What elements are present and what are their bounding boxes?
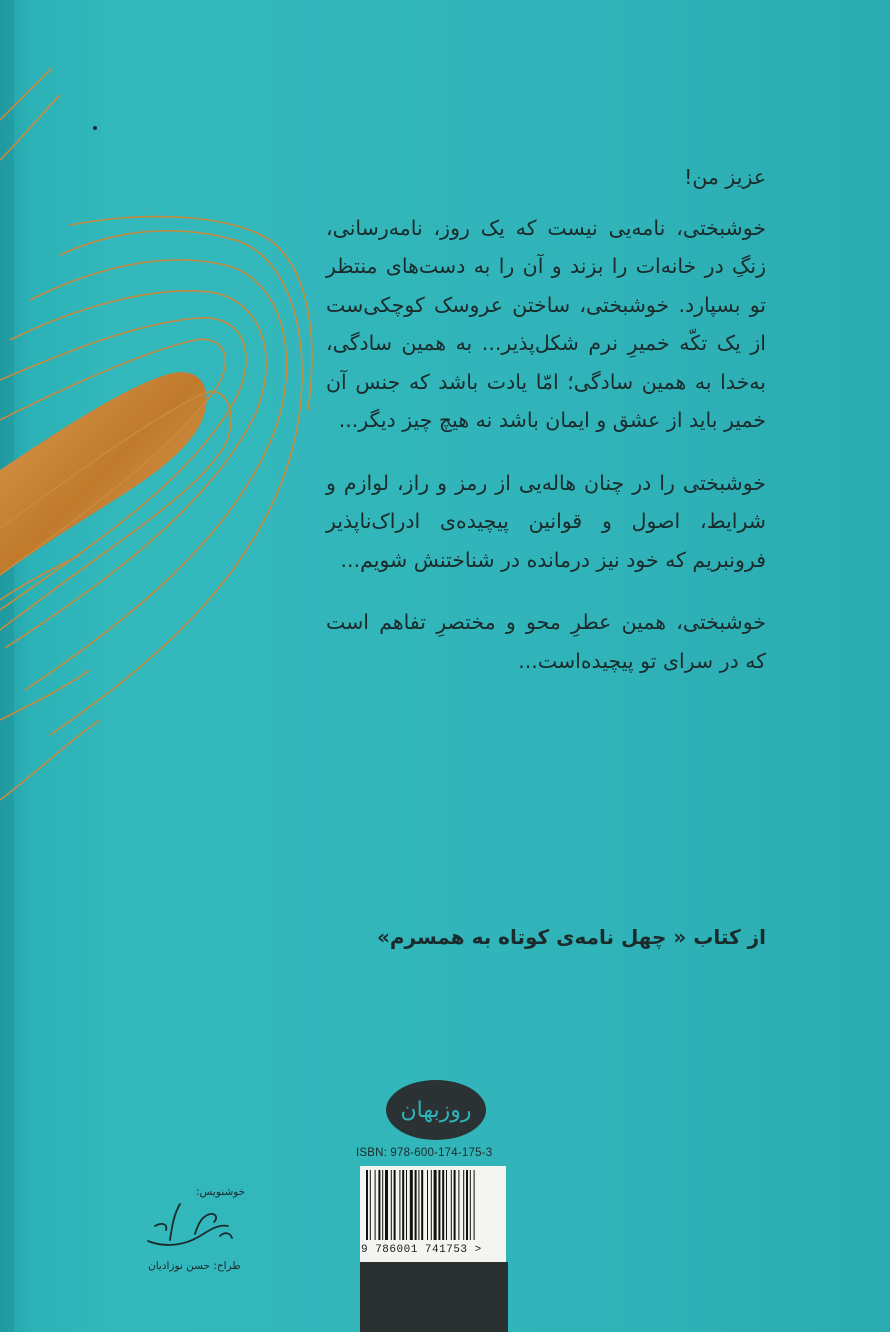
barcode-bar <box>454 1170 456 1240</box>
barcode-bar <box>418 1170 419 1240</box>
barcode-bar <box>427 1170 428 1240</box>
barcode-bar <box>410 1170 413 1240</box>
letter-paragraph-3: خوشبختی، همین عطرِ محو و مختصرِ تفاهم است که در سرای تو پیچیده‌است... <box>326 610 766 673</box>
barcode-bar <box>375 1170 376 1240</box>
publisher-logo-text: روزبهان <box>400 1097 472 1123</box>
barcode-bar <box>438 1170 440 1240</box>
barcode-bar <box>446 1170 447 1240</box>
barcode-bar <box>402 1170 404 1240</box>
barcode-bar <box>442 1170 444 1240</box>
barcode-bar <box>370 1170 371 1240</box>
letter-greeting: عزیز من! <box>684 165 766 189</box>
barcode-bar <box>463 1170 464 1240</box>
barcode-bar <box>399 1170 400 1240</box>
barcode-bar <box>382 1170 383 1240</box>
barcode-bar <box>474 1170 475 1240</box>
letter-text-block <box>326 158 766 704</box>
calligrapher-signature-icon <box>140 1196 240 1256</box>
barcode-bar <box>451 1170 452 1240</box>
barcode-bar <box>431 1170 432 1240</box>
contour-line <box>0 720 100 800</box>
isbn-label: ISBN: 978-600-174-175-3 <box>356 1147 493 1159</box>
barcode-bar <box>378 1170 380 1240</box>
barcode-bar <box>366 1170 368 1240</box>
barcode-bar <box>458 1170 459 1240</box>
barcode-bar <box>434 1170 437 1240</box>
barcode-bar <box>385 1170 388 1240</box>
barcode-bar <box>391 1170 392 1240</box>
letter-paragraph-1: خوشبختی، نامه‌یی نیست که یک روز، نامه‌رسانی، زنگِ در خانه‌ات را بزند و آن را به دست‌های منتظر تو بسپارد. خوشبختی، ساختن عروسک کوچکی‌ست از یک تکّه خمیرِ نرم شکل‌پذیر... به همین سادگی، به‌خدا به همین سادگی؛ امّا یادت باشد که جنس آن خمیر باید از عشق و ایمان باشد نه هیچ چیز دیگر... <box>326 215 766 432</box>
publisher-logo <box>386 1080 486 1140</box>
calligrapher-label: خوشنویس: <box>196 1186 246 1198</box>
barcode-digits: 9 786001 741753 > <box>361 1244 482 1256</box>
barcode-bar <box>470 1170 471 1240</box>
letter-paragraph-2: خوشبختی را در چنان هاله‌یی از رمز و راز، لوازم و شرایط، اصول و قوانین پیچیده‌ی ادراک‌ناپذیر فرونبریم که خود نیز درمانده در شناختنش شویم... <box>326 470 766 572</box>
barcode-bar <box>394 1170 396 1240</box>
barcode-bar <box>421 1170 423 1240</box>
barcode-bar <box>466 1170 468 1240</box>
dark-strip <box>360 1262 508 1332</box>
barcode-bar <box>406 1170 407 1240</box>
gold-blob-shape <box>0 372 207 575</box>
designer-credit: طراح: حسن نوزادیان <box>148 1260 241 1272</box>
barcode-icon <box>360 1166 506 1244</box>
barcode-bar <box>415 1170 417 1240</box>
book-source-line: از کتاب « چهل نامه‌ی کوتاه به همسرم» <box>376 925 766 949</box>
